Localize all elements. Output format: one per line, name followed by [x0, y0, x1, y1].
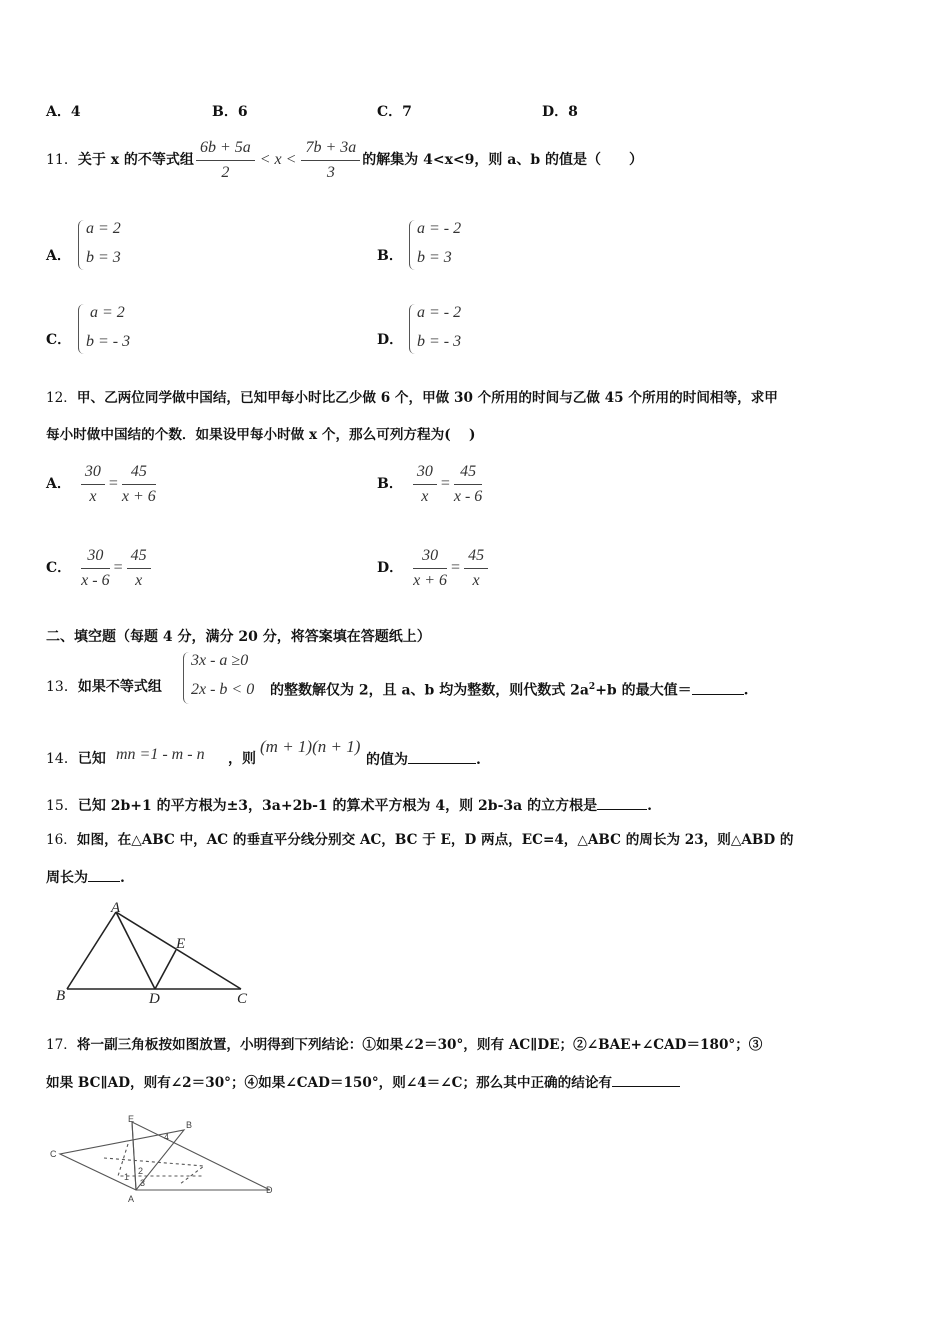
q12-option-d-label: D．	[377, 560, 404, 576]
q16-answer-blank[interactable]	[88, 867, 120, 882]
q12-option-d-right-num: 45	[464, 546, 488, 569]
q11-prefix: 关于 x 的不等式组	[77, 152, 194, 168]
q12-stem-line1	[46, 388, 778, 408]
q12-option-b-label: B．	[377, 476, 403, 492]
q12-option-c-equals: =	[113, 559, 123, 576]
q12-option-b-equals: =	[440, 475, 450, 492]
q12-number: 12．	[46, 390, 77, 406]
q16-triangle-figure	[50, 898, 260, 1008]
q12-option-c-left-den: x - 6	[81, 571, 110, 589]
q15-line	[46, 795, 652, 816]
q12-option-c-right	[127, 546, 151, 591]
q17-line1-wrap	[46, 1035, 762, 1055]
q17-line2-wrap	[46, 1072, 680, 1093]
q12-option-a-right	[122, 462, 156, 507]
q12-option-d-right-den: x	[472, 571, 480, 589]
q11-option-b-brace	[409, 220, 415, 270]
q14-prefix: 已知	[77, 751, 106, 767]
q14-end: .	[476, 752, 481, 768]
q11-option-c-line2: b = - 3	[86, 333, 131, 350]
q12-option-a-equals: =	[108, 475, 118, 492]
q11-fraction-2-num: 7b + 3a	[301, 138, 360, 161]
q12-option-d-right	[464, 546, 488, 591]
q17-triangles-figure	[44, 1114, 280, 1206]
q11-option-d-brace	[409, 304, 415, 354]
q12-option-d	[377, 541, 490, 595]
q12-option-c-left	[81, 546, 109, 591]
q14-tail	[366, 749, 481, 770]
q13-answer-blank[interactable]	[692, 680, 744, 695]
q14-prefix-line	[46, 749, 106, 769]
q12-option-a-left-den: x	[89, 487, 97, 505]
q11-option-c-line1: a = 2	[90, 304, 125, 321]
q17-line2: 如果 BC∥AD，则有∠2＝30°；④如果∠CAD＝150°，则∠4＝∠C；那么其中正确的结论有	[46, 1075, 613, 1091]
q12-option-b-right-den: x - 6	[453, 487, 483, 505]
q17-label-1: 1	[124, 1172, 130, 1182]
q12-option-b-right-num: 45	[454, 462, 482, 485]
q11-option-a-label: A．	[46, 248, 71, 264]
q14-answer-blank[interactable]	[408, 749, 476, 764]
q14-expr2: (m + 1)(n + 1)	[260, 737, 361, 756]
q11-option-d-label: D．	[377, 332, 404, 348]
q17-triangle-ead	[132, 1122, 270, 1190]
q16-label-d: D	[149, 991, 160, 1007]
q10-option-c: C．7	[377, 104, 412, 120]
q15-number: 15．	[46, 798, 78, 814]
q17-label-c: C	[50, 1149, 57, 1159]
q16-line1: 如图，在△ABC 中，AC 的垂直平分线分别交 AC，BC 于 E，D 两点，EC=4，△ABC 的周长为 23，则△ABD 的	[76, 832, 794, 848]
q12-option-a-left	[81, 462, 105, 507]
q16-label-b: B	[56, 988, 66, 1004]
q13-end: .	[743, 682, 749, 699]
q11-suffix: 的解集为 4<x<9，则 a、b 的值是（ ）	[362, 152, 644, 168]
q12-option-d-left-num: 30	[413, 546, 447, 569]
q16-number: 16．	[46, 832, 77, 848]
q11-fraction-1-num: 6b + 5a	[196, 138, 255, 161]
q12-option-c-left-num: 30	[81, 546, 109, 569]
q12-line1: 甲、乙两位同学做中国结，已知甲每小时比乙少做 6 个，甲做 30 个所用的时间与乙做 45 个所用的时间相等，求甲	[76, 390, 778, 406]
q17-label-4: 4	[164, 1132, 170, 1142]
q12-option-c	[46, 541, 153, 595]
q12-option-a-left-num: 30	[81, 462, 105, 485]
q12-option-b-right	[454, 462, 482, 507]
q15-answer-blank[interactable]	[597, 795, 647, 810]
q12-option-a-label: A．	[46, 476, 71, 492]
q16-label-e: E	[176, 936, 186, 952]
q16-line2-wrap	[46, 867, 125, 888]
q16-label-a: A	[111, 900, 121, 916]
q11-number: 11．	[46, 152, 78, 168]
q11-option-b-line1: a = - 2	[417, 220, 462, 237]
q16-end: .	[120, 870, 125, 886]
q10-option-b: B．6	[212, 104, 248, 120]
q11-fraction-1-den: 2	[221, 163, 230, 181]
q11-option-d-line2: b = - 3	[417, 333, 462, 350]
q14-number: 14．	[46, 751, 78, 767]
q13-superscript: 2	[588, 682, 596, 692]
q11-option-b-label: B．	[377, 248, 403, 264]
q16-line1-wrap	[46, 830, 794, 850]
q17-answer-blank[interactable]	[612, 1072, 680, 1087]
q10-option-a: A．4	[46, 104, 81, 120]
q15-text: 已知 2b+1 的平方根为±3，3a+2b-1 的算术平方根为 4，则 2b-3a 的立方根是	[77, 798, 598, 814]
q12-line2: 每小时做中国结的个数．如果设甲每小时做 x 个，那么可列方程为( )	[46, 427, 476, 443]
q12-option-b-left-num: 30	[413, 462, 437, 485]
q17-line1: 将一副三角板按如图放置，小明得到下列结论：①如果∠2＝30°，则有 AC∥DE；②∠BAE+∠CAD＝180°；③	[76, 1037, 763, 1053]
q12-option-d-left	[413, 546, 447, 591]
q16-segment-ab	[67, 912, 116, 989]
q11-option-d-line1: a = - 2	[417, 304, 462, 321]
q12-option-d-equals: =	[451, 559, 461, 576]
q17-label-e: E	[128, 1114, 135, 1124]
q12-option-a-right-num: 45	[122, 462, 156, 485]
q13-sys-line2: 2x - b < 0	[191, 681, 255, 698]
q17-label-b: B	[186, 1120, 193, 1130]
q13-brace	[183, 652, 189, 704]
q13-prefix-line	[46, 677, 162, 697]
section-title: 二、填空题（每题 4 分，满分 20 分，将答案填在答题纸上）	[46, 629, 431, 645]
q14-mid: ，则	[228, 751, 256, 767]
q11-option-a-line1: a = 2	[86, 220, 121, 237]
q16-line2: 周长为	[46, 870, 88, 886]
q11-option-b-line2: b = 3	[417, 249, 452, 266]
q17-label-3: 3	[140, 1178, 146, 1188]
q10-option-d: D．8	[542, 104, 578, 120]
q11-fraction-2	[301, 138, 360, 183]
q17-label-a: A	[128, 1194, 135, 1204]
q13-number: 13．	[46, 679, 78, 695]
q11-option-a-line2: b = 3	[86, 249, 121, 266]
q17-segment-ea	[132, 1122, 136, 1190]
q13-prefix: 如果不等式组	[77, 679, 162, 695]
q14-suffix: 的值为	[366, 752, 408, 768]
q17-number: 17．	[46, 1037, 77, 1053]
q12-option-b	[377, 457, 484, 511]
q13-sys-line1: 3x - a ≥0	[191, 652, 249, 669]
q13-text	[270, 677, 748, 701]
q17-inner-dashed-1	[104, 1158, 204, 1184]
q11-option-c-brace	[78, 304, 84, 354]
q12-option-b-left	[413, 462, 437, 507]
q11-option-a-brace	[78, 220, 84, 270]
q12-option-c-right-num: 45	[127, 546, 151, 569]
q12-option-c-label: C．	[46, 560, 72, 576]
q17-label-2: 2	[138, 1166, 144, 1176]
q13-text-b: +b 的最大值＝	[595, 682, 692, 699]
q12-option-b-left-den: x	[421, 487, 429, 505]
q11-fraction-1	[196, 138, 255, 183]
q12-option-d-left-den: x + 6	[413, 571, 448, 589]
q12-option-a-right-den: x + 6	[121, 487, 156, 505]
q12-option-c-right-den: x	[135, 571, 143, 589]
q16-label-c: C	[237, 991, 248, 1007]
q11-option-c-label: C．	[46, 332, 72, 348]
q15-end: .	[647, 798, 652, 814]
q11-stem	[46, 136, 643, 184]
q17-label-d: D	[266, 1185, 273, 1195]
q13-text-a: 的整数解仅为 2，且 a、b 均为整数，则代数式 2a	[270, 682, 589, 699]
q12-option-a	[46, 457, 158, 511]
q11-fraction-2-den: 3	[326, 163, 335, 181]
q14-expr1: mn =1 - m - n	[116, 746, 205, 763]
q11-middle: < x <	[259, 151, 297, 168]
q16-segment-de	[155, 950, 176, 989]
